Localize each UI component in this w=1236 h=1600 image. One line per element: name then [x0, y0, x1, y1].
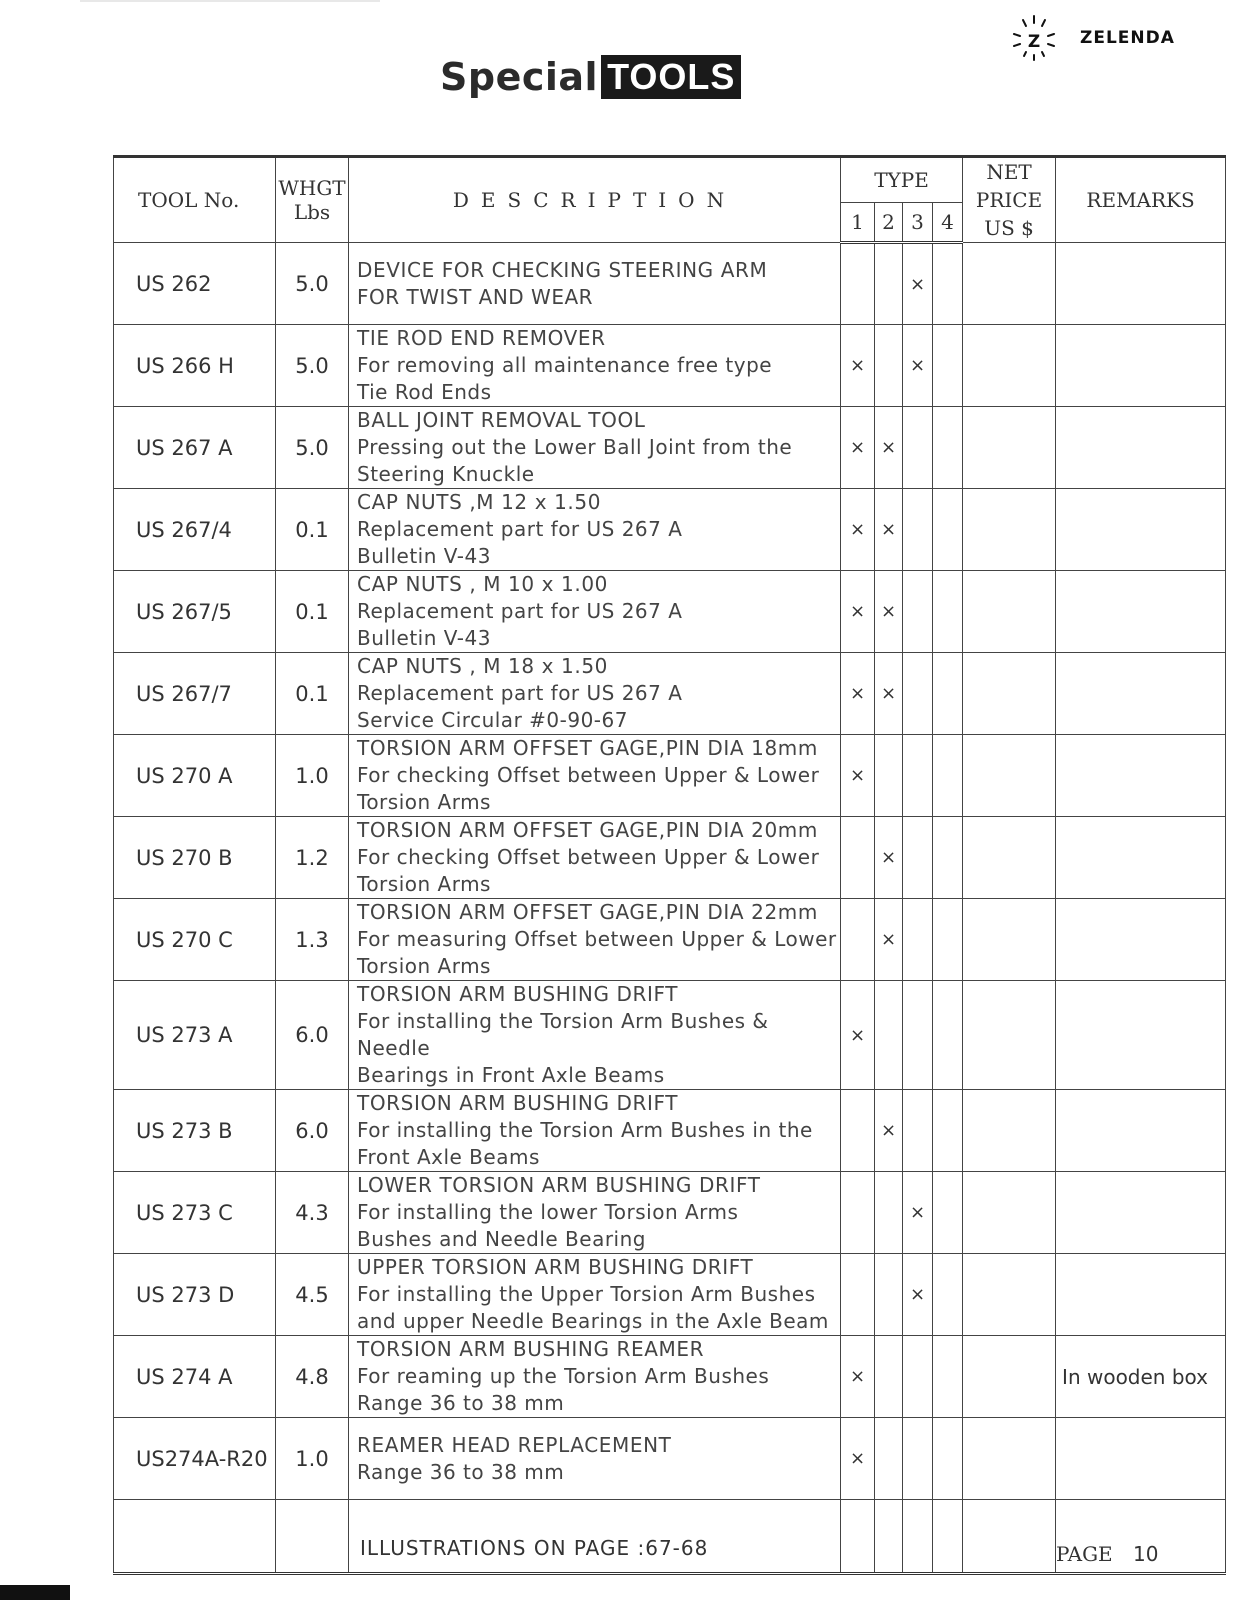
tool-description	[349, 817, 841, 899]
empty-cell	[963, 1500, 1056, 1574]
remarks	[1056, 817, 1226, 899]
type-1-mark: ×	[841, 1418, 875, 1500]
weight-header-line1: WHGT	[278, 176, 346, 200]
remarks	[1056, 1090, 1226, 1172]
description-line: Bearings in Front Axle Beams	[357, 1063, 665, 1087]
net-price	[963, 981, 1056, 1090]
type-3-mark: ×	[903, 243, 933, 325]
brand-letter: Z	[1027, 32, 1041, 52]
remarks: In wooden box	[1056, 1336, 1226, 1418]
page-indicator	[1056, 1542, 1158, 1566]
tool-description	[349, 325, 841, 407]
tool-number: US 270 C	[114, 899, 276, 981]
col-header-tool-no: TOOL No.	[114, 157, 276, 243]
empty-cell	[933, 1500, 963, 1574]
remarks	[1056, 1254, 1226, 1336]
col-header-weight	[276, 157, 349, 243]
tool-number: US 267 A	[114, 407, 276, 489]
description-line: Torsion Arms	[357, 790, 491, 814]
type-header-2: 2	[875, 203, 903, 243]
description-line: Replacement part for US 267 A	[357, 517, 683, 541]
tool-weight: 0.1	[276, 489, 349, 571]
col-header-net-price	[963, 157, 1056, 243]
description-title: TIE ROD END REMOVER	[357, 326, 606, 350]
tool-weight: 0.1	[276, 653, 349, 735]
description-line: Range 36 to 38 mm	[357, 1391, 565, 1415]
net-price	[963, 489, 1056, 571]
type-2-mark	[875, 1418, 903, 1500]
description-line: For installing the lower Torsion Arms	[357, 1200, 739, 1224]
scan-corner-mark	[0, 1585, 70, 1600]
type-3-mark	[903, 489, 933, 571]
tool-number: US 273 D	[114, 1254, 276, 1336]
table-row	[114, 899, 1226, 981]
table-row	[114, 1090, 1226, 1172]
description-title: CAP NUTS , M 10 x 1.00	[357, 572, 608, 596]
type-3-mark	[903, 407, 933, 489]
type-4-mark	[933, 981, 963, 1090]
net-price	[963, 735, 1056, 817]
scan-edge-line	[80, 0, 380, 2]
tool-description	[349, 1172, 841, 1254]
tool-weight: 6.0	[276, 1090, 349, 1172]
net-price	[963, 243, 1056, 325]
description-line: For checking Offset between Upper & Lower	[357, 763, 820, 787]
net-price	[963, 817, 1056, 899]
table-row	[114, 1336, 1226, 1418]
description-line: FOR TWIST AND WEAR	[357, 284, 594, 309]
type-2-mark: ×	[875, 407, 903, 489]
tool-weight: 4.5	[276, 1254, 349, 1336]
type-3-mark	[903, 1418, 933, 1500]
type-1-mark	[841, 1172, 875, 1254]
tool-description	[349, 243, 841, 325]
type-4-mark	[933, 1336, 963, 1418]
type-1-mark: ×	[841, 981, 875, 1090]
type-4-mark	[933, 1172, 963, 1254]
tool-weight: 5.0	[276, 325, 349, 407]
tool-description	[349, 1254, 841, 1336]
type-1-mark: ×	[841, 325, 875, 407]
remarks	[1056, 571, 1226, 653]
page-number: 10	[1133, 1542, 1159, 1566]
table-row	[114, 1418, 1226, 1500]
net-price	[963, 1254, 1056, 1336]
tool-description	[349, 1090, 841, 1172]
description-line: Tie Rod Ends	[357, 380, 492, 404]
table-row	[114, 325, 1226, 407]
table-row	[114, 735, 1226, 817]
price-header-line2: PRICE	[975, 188, 1043, 212]
type-header-4: 4	[933, 203, 963, 243]
table-row	[114, 1254, 1226, 1336]
tool-number: US 270 B	[114, 817, 276, 899]
col-header-remarks: REMARKS	[1056, 157, 1226, 243]
net-price	[963, 1172, 1056, 1254]
description-title: LOWER TORSION ARM BUSHING DRIFT	[357, 1173, 761, 1197]
table-row	[114, 407, 1226, 489]
description-title: REAMER HEAD REPLACEMENT	[357, 1432, 672, 1457]
tool-description	[349, 735, 841, 817]
tool-weight: 4.3	[276, 1172, 349, 1254]
description-line: Service Circular #0-90-67	[357, 708, 628, 732]
type-3-mark	[903, 653, 933, 735]
type-3-mark	[903, 817, 933, 899]
description-line: Bushes and Needle Bearing	[357, 1227, 646, 1251]
table-row	[114, 1172, 1226, 1254]
col-header-description: DESCRIPTION	[349, 157, 841, 243]
type-3-mark: ×	[903, 1172, 933, 1254]
type-4-mark	[933, 735, 963, 817]
description-line: Front Axle Beams	[357, 1145, 540, 1169]
description-title: CAP NUTS , M 18 x 1.50	[357, 654, 608, 678]
tool-number: US 266 H	[114, 325, 276, 407]
type-4-mark	[933, 1090, 963, 1172]
type-2-mark: ×	[875, 817, 903, 899]
type-header-1: 1	[841, 203, 875, 243]
tool-number: US 262	[114, 243, 276, 325]
weight-header-line2: Lbs	[293, 200, 331, 224]
tool-description	[349, 899, 841, 981]
type-4-mark	[933, 1418, 963, 1500]
net-price	[963, 1418, 1056, 1500]
description-line: Replacement part for US 267 A	[357, 599, 683, 623]
remarks	[1056, 1418, 1226, 1500]
remarks	[1056, 1172, 1226, 1254]
type-1-mark: ×	[841, 735, 875, 817]
description-line: Pressing out the Lower Ball Joint from the	[357, 435, 793, 459]
type-3-mark	[903, 571, 933, 653]
brand	[1010, 14, 1175, 62]
description-line: Torsion Arms	[357, 872, 491, 896]
tool-number: US 267/5	[114, 571, 276, 653]
description-title: TORSION ARM BUSHING DRIFT	[357, 1091, 679, 1115]
type-4-mark	[933, 571, 963, 653]
description-line: For installing the Torsion Arm Bushes & Needle	[357, 1009, 769, 1060]
type-1-mark: ×	[841, 653, 875, 735]
tool-description	[349, 1418, 841, 1500]
description-title: TORSION ARM BUSHING DRIFT	[357, 982, 679, 1006]
type-4-mark	[933, 817, 963, 899]
net-price	[963, 1336, 1056, 1418]
description-line: For removing all maintenance free type	[357, 353, 773, 377]
tool-description	[349, 407, 841, 489]
type-2-mark: ×	[875, 571, 903, 653]
type-1-mark: ×	[841, 489, 875, 571]
type-2-mark	[875, 1172, 903, 1254]
empty-cell	[114, 1500, 276, 1574]
type-1-mark	[841, 243, 875, 325]
empty-cell	[875, 1500, 903, 1574]
table-row	[114, 243, 1226, 325]
type-3-mark: ×	[903, 1254, 933, 1336]
type-1-mark: ×	[841, 571, 875, 653]
description-title: DEVICE FOR CHECKING STEERING ARM	[357, 257, 768, 282]
price-header-line1: NET	[986, 160, 1032, 184]
tool-description	[349, 981, 841, 1090]
net-price	[963, 325, 1056, 407]
type-4-mark	[933, 1254, 963, 1336]
table-row	[114, 653, 1226, 735]
type-3-mark	[903, 1090, 933, 1172]
empty-cell	[276, 1500, 349, 1574]
net-price	[963, 1090, 1056, 1172]
tool-weight: 5.0	[276, 407, 349, 489]
title-tools: TOOLS	[601, 55, 741, 99]
tool-weight: 4.8	[276, 1336, 349, 1418]
remarks	[1056, 407, 1226, 489]
brand-name: ZELENDA	[1080, 28, 1175, 48]
remarks	[1056, 653, 1226, 735]
table-row	[114, 981, 1226, 1090]
description-line: For checking Offset between Upper & Lower	[357, 845, 820, 869]
tool-number: US 273 B	[114, 1090, 276, 1172]
type-2-mark	[875, 981, 903, 1090]
price-header-line3: US $	[984, 216, 1034, 240]
type-2-mark: ×	[875, 1090, 903, 1172]
type-2-mark	[875, 735, 903, 817]
tool-weight: 6.0	[276, 981, 349, 1090]
remarks	[1056, 325, 1226, 407]
type-2-mark: ×	[875, 899, 903, 981]
tool-weight: 1.0	[276, 735, 349, 817]
tool-weight: 1.0	[276, 1418, 349, 1500]
type-1-mark	[841, 899, 875, 981]
tool-number: US 274 A	[114, 1336, 276, 1418]
illustrations-note: ILLUSTRATIONS ON PAGE :67-68	[360, 1536, 709, 1560]
remarks	[1056, 899, 1226, 981]
tool-number: US 267/4	[114, 489, 276, 571]
type-3-mark	[903, 735, 933, 817]
description-line: For installing the Upper Torsion Arm Bushes	[357, 1282, 816, 1306]
remarks	[1056, 981, 1226, 1090]
type-2-mark	[875, 1254, 903, 1336]
page-title	[440, 52, 741, 102]
type-3-mark	[903, 981, 933, 1090]
type-2-mark: ×	[875, 489, 903, 571]
empty-cell	[841, 1500, 875, 1574]
type-4-mark	[933, 407, 963, 489]
tools-table	[113, 155, 1226, 1575]
tool-number: US 267/7	[114, 653, 276, 735]
tool-number: US 273 A	[114, 981, 276, 1090]
tool-weight: 0.1	[276, 571, 349, 653]
remarks	[1056, 735, 1226, 817]
table-row	[114, 817, 1226, 899]
description-line: Torsion Arms	[357, 954, 491, 978]
net-price	[963, 571, 1056, 653]
type-3-mark	[903, 899, 933, 981]
description-line: Steering Knuckle	[357, 462, 535, 486]
description-line: For measuring Offset between Upper & Lower	[357, 927, 837, 951]
description-title: CAP NUTS ,M 12 x 1.50	[357, 490, 602, 514]
tool-description	[349, 653, 841, 735]
description-line: and upper Needle Bearings in the Axle Beam	[357, 1309, 829, 1333]
tool-weight: 1.3	[276, 899, 349, 981]
description-title: TORSION ARM OFFSET GAGE,PIN DIA 20mm	[357, 818, 818, 842]
description-line: Bulletin V-43	[357, 544, 491, 568]
tool-description	[349, 1336, 841, 1418]
tool-number: US274A-R20	[114, 1418, 276, 1500]
type-2-mark: ×	[875, 653, 903, 735]
description-line: Replacement part for US 267 A	[357, 681, 683, 705]
type-4-mark	[933, 899, 963, 981]
type-4-mark	[933, 243, 963, 325]
description-line: For installing the Torsion Arm Bushes in the	[357, 1118, 813, 1142]
tool-weight: 1.2	[276, 817, 349, 899]
description-title: TORSION ARM OFFSET GAGE,PIN DIA 18mm	[357, 736, 818, 760]
tool-description	[349, 571, 841, 653]
col-header-type: TYPE	[841, 157, 963, 203]
page-label: PAGE	[1056, 1542, 1113, 1566]
sunburst-logo-icon	[1010, 14, 1058, 62]
tool-description	[349, 489, 841, 571]
description-title: UPPER TORSION ARM BUSHING DRIFT	[357, 1255, 754, 1279]
type-2-mark	[875, 1336, 903, 1418]
type-1-mark	[841, 1090, 875, 1172]
empty-cell	[903, 1500, 933, 1574]
description-title: TORSION ARM OFFSET GAGE,PIN DIA 22mm	[357, 900, 818, 924]
type-1-mark: ×	[841, 1336, 875, 1418]
description-line: Range 36 to 38 mm	[357, 1459, 565, 1484]
description-title: TORSION ARM BUSHING REAMER	[357, 1337, 705, 1361]
tool-weight: 5.0	[276, 243, 349, 325]
net-price	[963, 407, 1056, 489]
net-price	[963, 899, 1056, 981]
type-1-mark	[841, 1254, 875, 1336]
type-4-mark	[933, 325, 963, 407]
net-price	[963, 653, 1056, 735]
tool-number: US 273 C	[114, 1172, 276, 1254]
description-line: Bulletin V-43	[357, 626, 491, 650]
type-header-3: 3	[903, 203, 933, 243]
tool-number: US 270 A	[114, 735, 276, 817]
table-row	[114, 489, 1226, 571]
remarks	[1056, 243, 1226, 325]
type-3-mark: ×	[903, 325, 933, 407]
type-4-mark	[933, 653, 963, 735]
type-1-mark	[841, 817, 875, 899]
type-2-mark	[875, 325, 903, 407]
description-title: BALL JOINT REMOVAL TOOL	[357, 408, 646, 432]
type-1-mark: ×	[841, 407, 875, 489]
type-4-mark	[933, 489, 963, 571]
table-row	[114, 571, 1226, 653]
remarks	[1056, 489, 1226, 571]
title-special: Special	[440, 55, 599, 99]
type-3-mark	[903, 1336, 933, 1418]
type-2-mark	[875, 243, 903, 325]
description-line: For reaming up the Torsion Arm Bushes	[357, 1364, 770, 1388]
